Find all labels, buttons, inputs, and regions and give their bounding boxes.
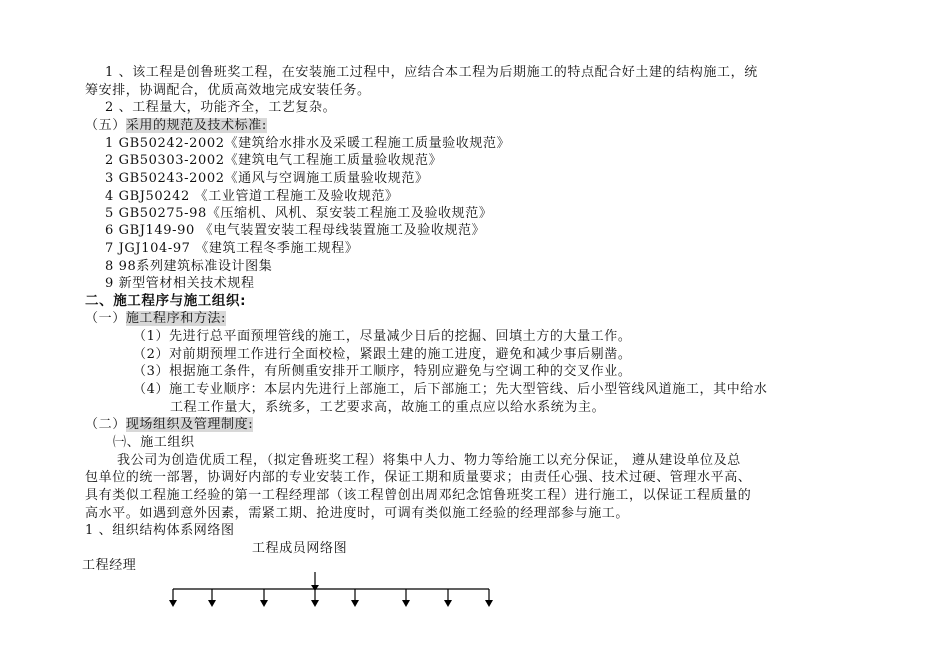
- organization-paragraph-line-3: 具有类似工程施工经验的第一工程经理部（该工程曾创出周邓纪念馆鲁班奖工程）进行施工，以保证工程质量的: [85, 488, 752, 503]
- standard-item-6: 6 GBJ149-90 《电气装置安装工程母线装置施工及验收规范》: [105, 223, 486, 238]
- procedure-item-4: （4）施工专业顺序：本层内先进行上部施工，后下部施工；先大型管线、后小型管线风道施工，其中给水: [133, 382, 768, 397]
- standard-item-7: 7 JGJ104-97 《建筑工程冬季施工规程》: [105, 241, 359, 256]
- procedure-item-1: （1）先进行总平面预埋管线的施工，尽量减少日后的挖掘、回填土方的大量工作。: [133, 329, 632, 344]
- organization-item-title: ㈠、施工组织: [113, 435, 195, 450]
- standard-item-9: 9 新型管材相关技术规程: [105, 276, 255, 291]
- standard-item-4: 4 GBJ50242 《工业管道工程施工及验收规范》: [105, 189, 399, 204]
- network-chart-title: 工程成员网络图: [252, 541, 348, 556]
- standard-item-1: 1 GB50242-2002《建筑给水排水及采暖工程施工质量验收规范》: [105, 136, 511, 151]
- arrowhead-2: [208, 600, 216, 607]
- arrowhead-8: [485, 600, 493, 607]
- arrowhead-top: [311, 585, 319, 591]
- intro-item-2: 2 、工程量大，功能齐全，工艺复杂。: [105, 100, 337, 115]
- procedure-item-3: （3）根据施工条件，有所侧重安排开工顺序，特别应避免与空调工种的交叉作业。: [133, 364, 632, 379]
- arrowhead-6: [402, 600, 410, 607]
- subsection-1-title: 施工程序和方法:: [125, 311, 226, 326]
- subsection-2-prefix: （二）: [85, 417, 126, 432]
- chapter-2-title: 二、施工程序与施工组织:: [85, 293, 247, 309]
- procedure-item-4-continued: 工程工作量大，系统多，工艺要求高，故施工的重点应以给水系统为主。: [170, 400, 606, 415]
- standard-item-5: 5 GB50275-98《压缩机、风机、泵安装工程施工及验收规范》: [105, 206, 493, 221]
- intro-item-1-line-1: 1 、该工程是创鲁班奖工程，在安装施工过程中，应结合本工程为后期施工的特点配合好土建的结构施工，统: [105, 65, 758, 80]
- intro-item-1-line-2: 筹安排，协调配合，优质高效地完成安装任务。: [85, 83, 371, 98]
- standard-item-8: 8 98系列建筑标准设计图集: [105, 259, 273, 274]
- project-manager-label: 工程经理: [82, 558, 137, 573]
- arrowhead-3: [260, 600, 268, 607]
- section-5-prefix: （五）: [85, 118, 126, 133]
- standard-item-2: 2 GB50303-2002《建筑电气工程施工质量验收规范》: [105, 153, 443, 168]
- organization-paragraph-line-4: 高水平。如遇到意外因素，需紧工期、抢进度时，可调有类似施工经验的经理部参与施工。: [85, 506, 630, 521]
- subsection-2-title: 现场组织及管理制度:: [125, 417, 254, 432]
- arrowhead-1: [169, 600, 177, 607]
- arrowhead-4: [311, 600, 319, 607]
- organization-paragraph-line-1: 我公司为创造优质工程，（拟定鲁班奖工程）将集中人力、物力等给施工以充分保证， 遵从建设单位及总: [117, 453, 741, 468]
- section-5-title: 采用的规范及技术标准:: [125, 118, 267, 133]
- procedure-item-2: （2）对前期预埋工作进行全面校检，紧跟土建的施工进度，避免和减少事后剔凿。: [133, 347, 632, 362]
- arrowhead-7: [444, 600, 452, 607]
- standard-item-3: 3 GB50243-2002《通风与空调施工质量验收规范》: [105, 171, 429, 186]
- organization-paragraph-line-2: 包单位的统一部署，协调好内部的专业安装工作，保证工期和质量要求；由责任心强、技术过硬、管理水平高、: [85, 470, 752, 485]
- org-structure-heading: 1 、组织结构体系网络图: [85, 523, 235, 538]
- subsection-1-prefix: （一）: [85, 311, 126, 326]
- arrowhead-5: [351, 600, 359, 607]
